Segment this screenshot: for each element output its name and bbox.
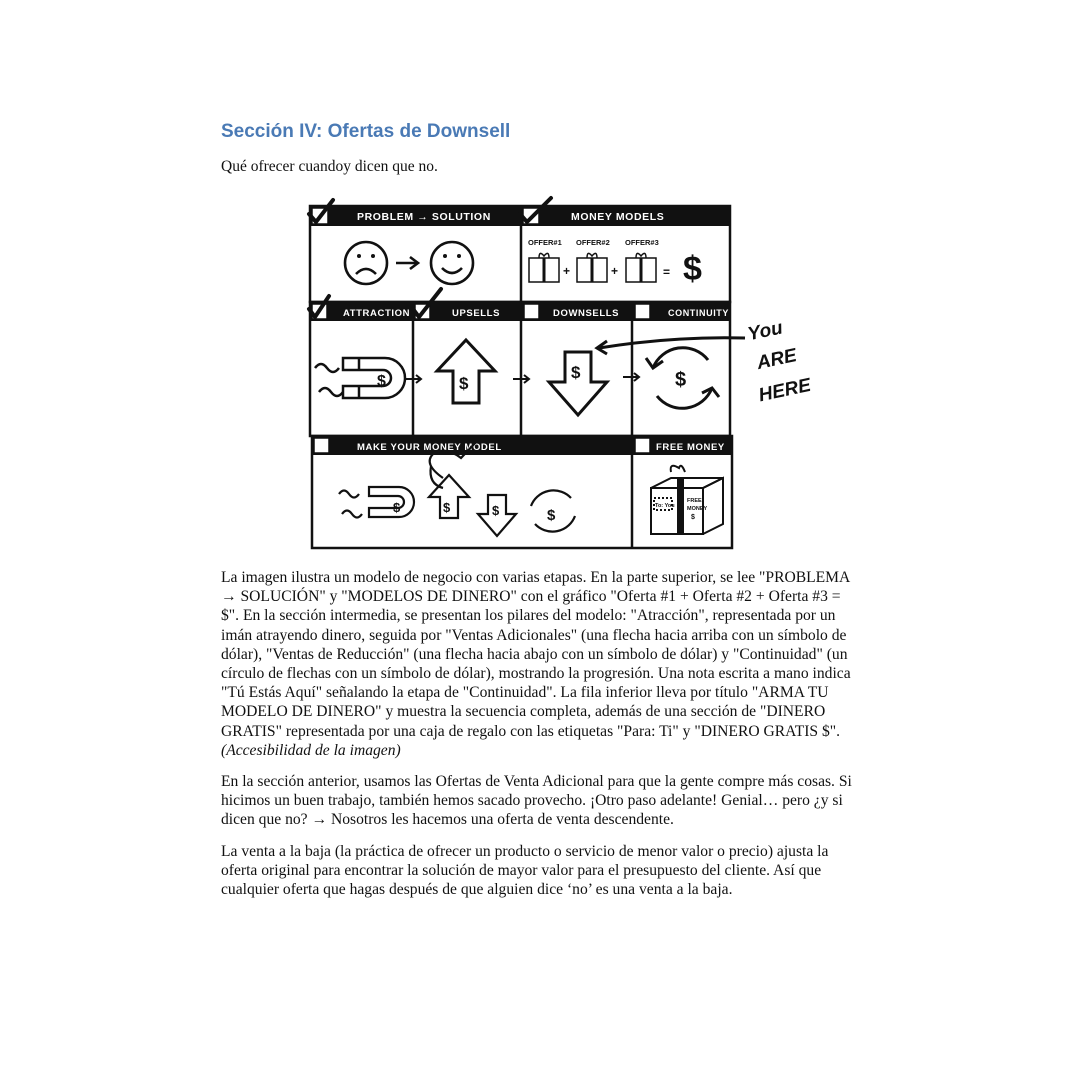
arrow-up-dollar-icon <box>437 340 495 403</box>
svg-text:$: $ <box>459 374 469 393</box>
arrow-down-dollar-icon <box>549 352 607 415</box>
section-title: Sección IV: Ofertas de Downsell <box>221 121 511 142</box>
money-model-diagram <box>303 196 813 556</box>
label-downsells: DOWNSELLS <box>553 308 620 319</box>
paragraph-downsell-definition: La venta a la baja (la práctica de ofrecer un producto o servicio de menor valor o precio) ajusta la oferta original para encontrar la solución de mayor valor para el presupuesto del cliente. Así que cualquier oferta que hagas después de que alguien dice ‘no’ es una venta a la baja. <box>221 842 829 899</box>
label-make-model: MAKE YOUR MONEY MODEL <box>357 442 502 453</box>
label-upsells: UPSELLS <box>452 308 501 319</box>
svg-text:OFFER#1: OFFER#1 <box>528 238 562 247</box>
svg-text:=: = <box>663 265 671 279</box>
section-subtitle: Qué ofrecer cuandoy dicen que no. <box>221 158 438 175</box>
svg-text:$: $ <box>393 500 401 515</box>
sad-face-icon <box>345 242 387 284</box>
svg-text:$: $ <box>443 500 451 515</box>
dollar-icon: $ <box>683 250 702 288</box>
caption-note: (Accesibilidad de la imagen) <box>221 741 401 759</box>
money-model-figure <box>303 196 813 556</box>
svg-text:+: + <box>563 264 571 278</box>
svg-text:OFFER#2: OFFER#2 <box>576 238 610 247</box>
paragraph-previous-section: En la sección anterior, usamos las Ofertas de Venta Adicional para que la gente compre más cosas. Si hicimos un buen trabajo, también hemos sacado provecho. ¡Otro paso adelante! Genial… pero ¿y si dicen que no? → Nosotros les hacemos una oferta de venta descendente. <box>221 773 852 829</box>
label-money-models: MONEY MODELS <box>571 211 665 223</box>
svg-text:$: $ <box>492 503 500 518</box>
svg-text:OFFER#3: OFFER#3 <box>625 238 659 247</box>
here-note: HERE <box>756 374 813 407</box>
body-text <box>221 568 861 911</box>
svg-text:$: $ <box>377 373 386 390</box>
gift-box-icon <box>529 253 656 282</box>
svg-text:FREE: FREE <box>687 498 702 504</box>
label-attraction: ATTRACTION <box>343 308 411 319</box>
svg-text:To: You: To: You <box>655 503 675 509</box>
magnet-icon <box>315 358 405 398</box>
svg-text:$: $ <box>691 514 695 521</box>
svg-text:$: $ <box>571 363 581 382</box>
arrow-right-icon <box>396 257 418 269</box>
svg-text:MONEY: MONEY <box>687 506 708 512</box>
label-continuity: CONTINUITY <box>668 308 729 318</box>
are-note: ARE <box>755 345 799 375</box>
image-caption: La imagen ilustra un modelo de negocio con varias etapas. En la parte superior, se lee "PROBLEMA → SOLUCIÓN" y "MODELOS DE DINERO" con el gráfico "Oferta #1 + Oferta #2 + Oferta #3 = $". En la sección intermedia, se presentan los pilares del modelo: "Atracción", representada por un imán atrayendo dinero, seguida por "Ventas Adicionales" (una flecha hacia arriba con un símbolo de dólar), "Ventas de Reducción" (una flecha hacia abajo con un símbolo de dólar) y "Continuidad" (un círculo de flechas con un símbolo de dólar), mostrando la progresión. Una nota escrita a mano indica "Tú Estás Aquí" señalando la etapa de "Continuidad". La fila inferior lleva por título "ARMA TU MODELO DE DINERO" y muestra la secuencia completa, además de una sección de "DINERO GRATIS" representada por una caja de regalo con las etiquetas "Para: Ti" y "DINERO GRATIS $". (Accesibilidad de la imagen) <box>221 569 851 759</box>
svg-text:$: $ <box>547 507 556 524</box>
svg-text:+: + <box>611 264 619 278</box>
you-note: You <box>745 317 785 346</box>
svg-text:$: $ <box>675 369 687 391</box>
happy-face-icon <box>431 242 473 284</box>
label-free-money: FREE MONEY <box>656 442 725 453</box>
page-header <box>221 118 861 177</box>
label-problem-solution: PROBLEM → SOLUTION <box>357 211 491 223</box>
